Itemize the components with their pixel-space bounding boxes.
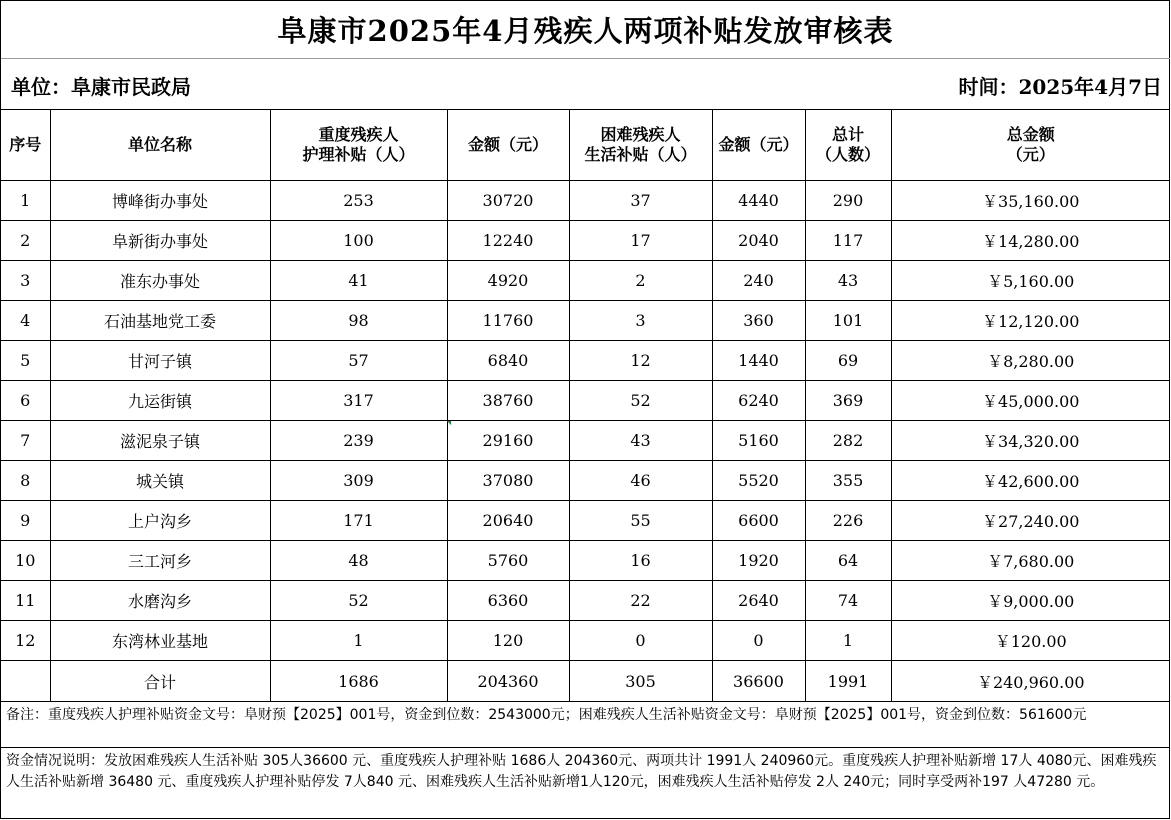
row-severe-count: 309 (270, 461, 447, 501)
row-poor-amount: 2040 (712, 221, 805, 261)
row-no: 4 (1, 301, 50, 341)
row-total-amount: ￥35,160.00 (891, 181, 1170, 221)
row-total-count: 43 (805, 261, 891, 301)
row-poor-amount: 5520 (712, 461, 805, 501)
table-row (1, 581, 1170, 621)
row-total-count: 117 (805, 221, 891, 261)
row-severe-amount: 6840 (447, 341, 569, 381)
row-total-count: 226 (805, 501, 891, 541)
row-poor-count: 46 (569, 461, 712, 501)
row-total-amount: ￥9,000.00 (891, 581, 1170, 621)
table-row (1, 621, 1170, 661)
row-severe-amount: 4920 (447, 261, 569, 301)
row-poor-amount: 5160 (712, 421, 805, 461)
header-total-amt-line2: （元） (1006, 144, 1055, 164)
row-poor-amount: 0 (712, 621, 805, 661)
row-severe-amount: 6360 (447, 581, 569, 621)
table-row (1, 461, 1170, 501)
remark-note: 备注：重度残疾人护理补贴资金文号：阜财预【2025】001号，资金到位数：2543000元；困难残疾人生活补贴资金文号：阜财预【2025】001号，资金到位数：561600元 (1, 701, 1170, 748)
table-body (1, 181, 1170, 661)
row-poor-amount: 240 (712, 261, 805, 301)
row-unit-name: 博峰街办事处 (50, 181, 270, 221)
row-unit-name: 滋泥泉子镇 (50, 421, 270, 461)
row-severe-count: 48 (270, 541, 447, 581)
row-no: 2 (1, 221, 50, 261)
header-severe-line2: 护理补贴（人） (302, 144, 415, 164)
row-severe-amount: 12240 (447, 221, 569, 261)
table-row (1, 421, 1170, 461)
row-total-amount: ￥8,280.00 (891, 341, 1170, 381)
sheet-title: 阜康市2025年4月残疾人两项补贴发放审核表 (1, 1, 1170, 59)
row-no: 1 (1, 181, 50, 221)
row-poor-amount: 6240 (712, 381, 805, 421)
totals-count: 1991 (805, 661, 891, 702)
row-total-count: 290 (805, 181, 891, 221)
row-total-count: 369 (805, 381, 891, 421)
time-label: 时间：2025年4月7日 (958, 75, 1162, 99)
header-no: 序号 (1, 109, 50, 181)
row-total-amount: ￥7,680.00 (891, 541, 1170, 581)
row-no: 11 (1, 581, 50, 621)
header-poor-line1: 困难残疾人 (600, 124, 681, 144)
row-total-amount: ￥14,280.00 (891, 221, 1170, 261)
table-row (1, 541, 1170, 581)
header-severe-amount: 金额（元） (447, 109, 569, 181)
row-poor-amount: 1920 (712, 541, 805, 581)
row-poor-amount: 360 (712, 301, 805, 341)
totals-severe: 1686 (270, 661, 447, 702)
table-row (1, 501, 1170, 541)
table-row (1, 301, 1170, 341)
header-severe-count (270, 109, 447, 181)
row-no: 7 (1, 421, 50, 461)
row-severe-amount: 20640 (447, 501, 569, 541)
totals-severe-amount: 204360 (447, 661, 569, 702)
row-total-amount: ￥27,240.00 (891, 501, 1170, 541)
row-poor-count: 17 (569, 221, 712, 261)
row-poor-count: 0 (569, 621, 712, 661)
row-no: 3 (1, 261, 50, 301)
row-total-amount: ￥34,320.00 (891, 421, 1170, 461)
row-total-amount: ￥5,160.00 (891, 261, 1170, 301)
row-poor-amount: 4440 (712, 181, 805, 221)
row-unit-name: 水磨沟乡 (50, 581, 270, 621)
row-unit-name: 准东办事处 (50, 261, 270, 301)
sheet-meta (1, 59, 1170, 110)
header-total-amount (891, 109, 1170, 181)
row-severe-amount: 5760 (447, 541, 569, 581)
row-total-count: 282 (805, 421, 891, 461)
row-unit-name: 九运街镇 (50, 381, 270, 421)
totals-label: 合计 (50, 661, 270, 702)
row-severe-count: 253 (270, 181, 447, 221)
totals-poor-amount: 36600 (712, 661, 805, 702)
row-total-count: 74 (805, 581, 891, 621)
row-total-amount: ￥45,000.00 (891, 381, 1170, 421)
subsidy-table (1, 109, 1170, 702)
totals-no (1, 661, 50, 702)
row-total-count: 69 (805, 341, 891, 381)
table-row (1, 261, 1170, 301)
row-poor-count: 37 (569, 181, 712, 221)
row-severe-count: 52 (270, 581, 447, 621)
header-total-line2: （人数） (815, 144, 880, 164)
header-poor-count (569, 109, 712, 181)
row-severe-count: 1 (270, 621, 447, 661)
totals-amount: ￥240,960.00 (891, 661, 1170, 702)
row-no: 10 (1, 541, 50, 581)
row-severe-count: 57 (270, 341, 447, 381)
row-poor-amount: 1440 (712, 341, 805, 381)
row-severe-amount: 11760 (447, 301, 569, 341)
row-severe-count: 98 (270, 301, 447, 341)
totals-row (1, 661, 1170, 702)
row-no: 9 (1, 501, 50, 541)
table-row (1, 381, 1170, 421)
row-severe-amount: 120 (447, 621, 569, 661)
row-poor-count: 52 (569, 381, 712, 421)
row-poor-count: 43 (569, 421, 712, 461)
row-unit-name: 上户沟乡 (50, 501, 270, 541)
header-total-line1: 总计 (831, 124, 864, 144)
row-total-amount: ￥120.00 (891, 621, 1170, 661)
row-severe-count: 171 (270, 501, 447, 541)
header-row (1, 109, 1170, 181)
row-unit-name: 阜新街办事处 (50, 221, 270, 261)
table-row (1, 221, 1170, 261)
row-severe-count: 100 (270, 221, 447, 261)
row-unit-name: 东湾林业基地 (50, 621, 270, 661)
row-total-count: 355 (805, 461, 891, 501)
row-total-count: 101 (805, 301, 891, 341)
totals-poor: 305 (569, 661, 712, 702)
row-total-count: 1 (805, 621, 891, 661)
row-poor-count: 12 (569, 341, 712, 381)
row-poor-count: 3 (569, 301, 712, 341)
cell-comment-marker (447, 421, 451, 425)
row-unit-name: 三工河乡 (50, 541, 270, 581)
row-no: 12 (1, 621, 50, 661)
row-total-amount: ￥12,120.00 (891, 301, 1170, 341)
table-row (1, 341, 1170, 381)
row-no: 6 (1, 381, 50, 421)
row-no: 8 (1, 461, 50, 501)
row-poor-count: 16 (569, 541, 712, 581)
table-row (1, 181, 1170, 221)
row-total-count: 64 (805, 541, 891, 581)
row-severe-amount: 37080 (447, 461, 569, 501)
row-severe-amount: 38760 (447, 381, 569, 421)
header-total-count (805, 109, 891, 181)
header-unit-name: 单位名称 (50, 109, 270, 181)
header-poor-line2: 生活补贴（人） (584, 144, 697, 164)
row-poor-count: 22 (569, 581, 712, 621)
row-unit-name: 甘河子镇 (50, 341, 270, 381)
row-poor-count: 55 (569, 501, 712, 541)
row-poor-count: 2 (569, 261, 712, 301)
row-poor-amount: 6600 (712, 501, 805, 541)
row-severe-count: 317 (270, 381, 447, 421)
row-unit-name: 城关镇 (50, 461, 270, 501)
row-no: 5 (1, 341, 50, 381)
header-total-amt-line1: 总金额 (1006, 124, 1055, 144)
row-severe-count: 41 (270, 261, 447, 301)
row-severe-count: 239 (270, 421, 447, 461)
row-unit-name: 石油基地党工委 (50, 301, 270, 341)
unit-label: 单位：阜康市民政局 (11, 75, 191, 99)
row-severe-amount: 29160 (447, 421, 569, 461)
row-severe-amount: 30720 (447, 181, 569, 221)
row-poor-amount: 2640 (712, 581, 805, 621)
header-poor-amount: 金额（元） (712, 109, 805, 181)
row-total-amount: ￥42,600.00 (891, 461, 1170, 501)
header-severe-line1: 重度残疾人 (318, 124, 399, 144)
funding-explanation: 资金情况说明：发放困难残疾人生活补贴 305人36600 元、重度残疾人护理补贴 1686人 204360元、两项共计 1991人 240960元。重度残疾人护理补贴新增 17人 4080元、困难残疾人生活补贴新增 36480 元、重度残疾人护理补贴停发 7人840 元、困难残疾人生活补贴新增1人120元，困难残疾人生活补贴停发 2人 240元；同时享受两补197 人47280 元。 (6, 753, 1157, 790)
